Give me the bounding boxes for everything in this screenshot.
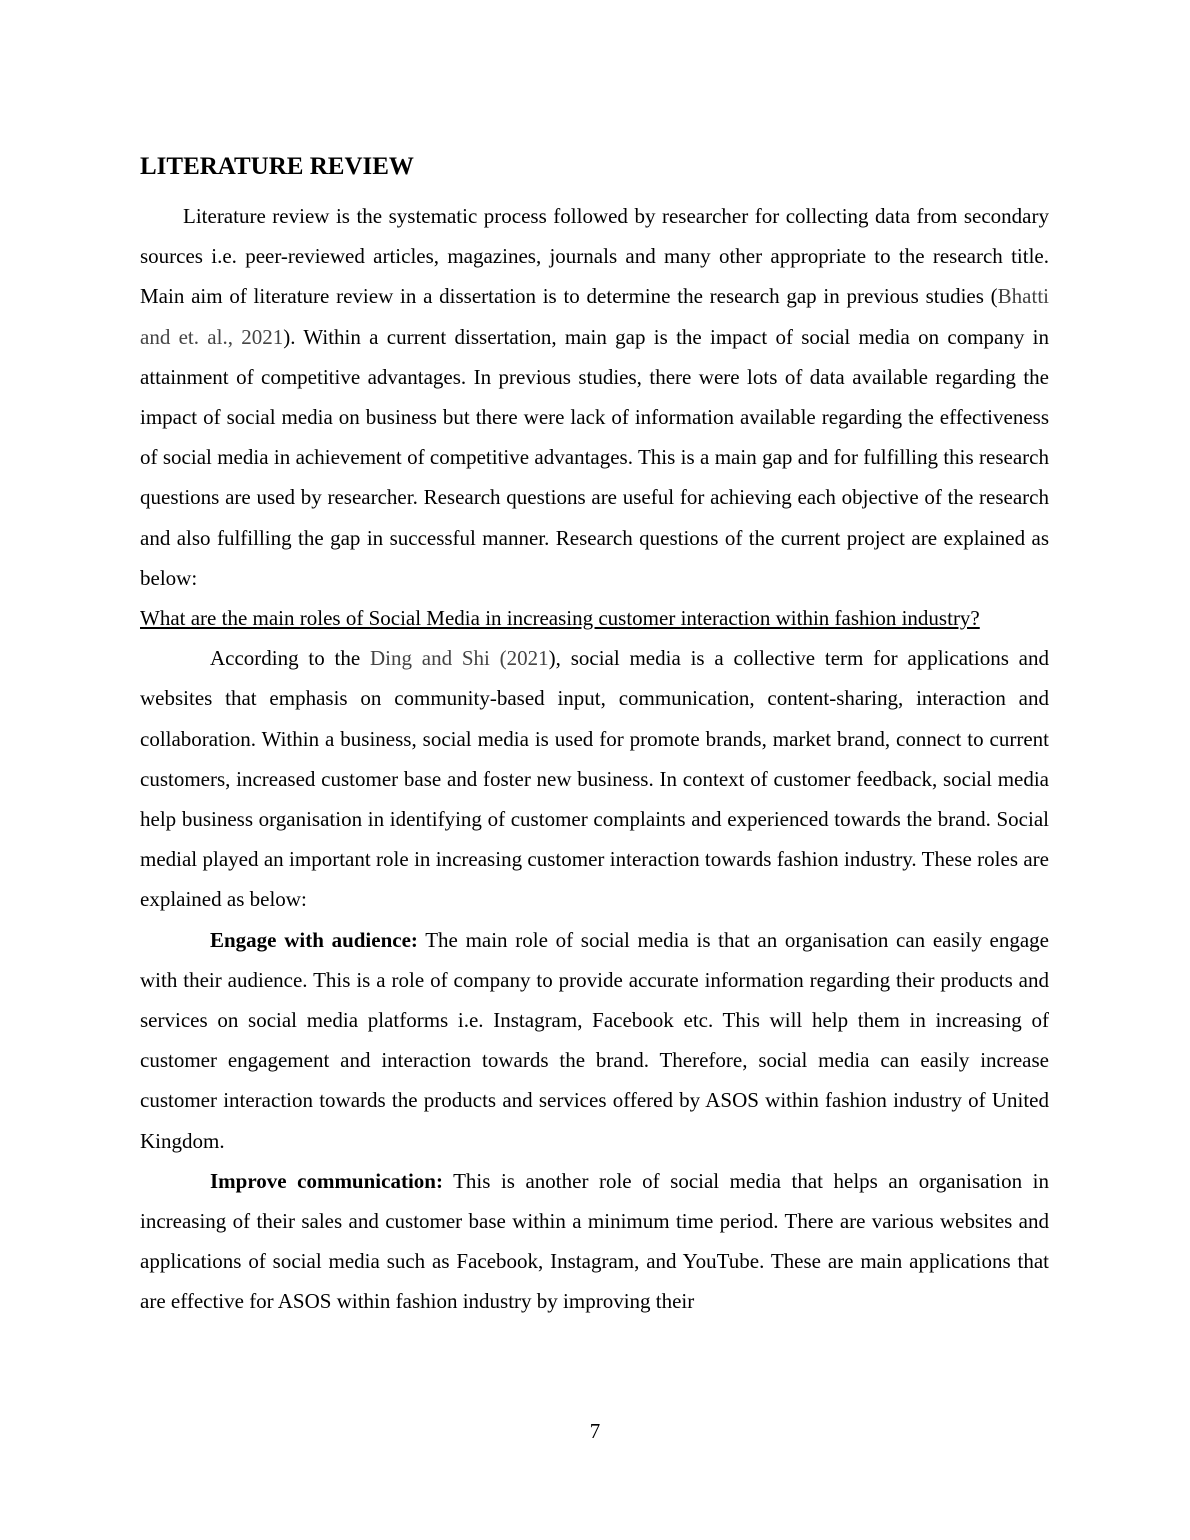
definition-paragraph xyxy=(140,638,1049,919)
document-page xyxy=(140,148,1049,1322)
page-number: 7 xyxy=(589,1419,601,1443)
engage-text: The main role of social media is that an organisation can easily engage with their audience. This is a role of company to provide accurate information regarding their products and services on social media platforms i.e. Instagram, Facebook etc. This will help them in increasing of customer engagement and interaction towards the brand. Therefore, social media can easily increase customer interaction towards the products and services offered by ASOS within fashion industry of United Kingdom. xyxy=(140,927,1049,1153)
intro-text-start: Literature review is the systematic process followed by researcher for collecting data from secondary sources i.e. peer-reviewed articles, magazines, journals and many other appropriate to the research title. Main aim of literature review in a dissertation is to determine the research gap in previous studies ( xyxy=(140,204,1049,309)
communication-text: This is another role of social media that helps an organisation in increasing of their sales and customer base within a minimum time period. There are various websites and applications of social media such as Facebook, Instagram, and YouTube. These are main applications that are effective for ASOS within fashion industry by improving their xyxy=(140,1168,1049,1314)
engage-label: Engage with audience: xyxy=(210,927,418,952)
research-question: What are the main roles of Social Media in increasing customer interaction within fashion industry? xyxy=(140,606,980,631)
section-heading: LITERATURE REVIEW xyxy=(140,153,414,180)
intro-text-end: ). Within a current dissertation, main gap is the impact of social media on company in attainment of competitive advantages. In previous studies, there were lots of data available regarding the impact of social media on business but there were lack of information available regarding the effectiveness of social media in achievement of competitive advantages. This is a main gap and for fulfilling this research questions are used by researcher. Research questions are useful for achieving each objective of the research and also fulfilling the gap in successful manner. Research questions of the current project are explained as below: xyxy=(140,324,1049,590)
definition-text-end: ), social media is a collective term for applications and websites that emphasis on community-based input, communication, content-sharing, interaction and collaboration. Within a business, social media is used for promote brands, market brand, connect to current customers, increased customer base and foster new business. In context of customer feedback, social media help business organisation in identifying of customer complaints and experienced towards the brand. Social medial played an important role in increasing customer interaction towards fashion industry. These roles are explained as below: xyxy=(140,646,1049,912)
definition-text-start: According to the xyxy=(210,646,370,671)
communication-paragraph xyxy=(140,1161,1049,1322)
intro-paragraph xyxy=(140,196,1049,598)
citation-bhatti: Bhatti and et. al., 2021 xyxy=(140,284,1049,349)
communication-label: Improve communication: xyxy=(210,1168,443,1193)
citation-ding-shi: Ding and Shi (2021 xyxy=(369,646,549,671)
engage-paragraph xyxy=(140,920,1049,1161)
